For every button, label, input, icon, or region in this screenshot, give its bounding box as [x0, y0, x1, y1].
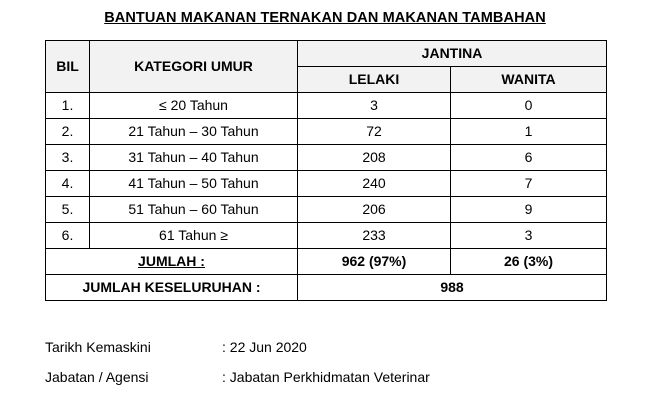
row-kategori-umur: 21 Tahun – 30 Tahun	[90, 119, 298, 145]
header-bil: BIL	[46, 41, 90, 93]
row-wanita: 9	[451, 197, 607, 223]
keseluruhan-row	[46, 275, 607, 301]
page-title: BANTUAN MAKANAN TERNAKAN DAN MAKANAN TAMBAHAN	[104, 10, 546, 26]
keseluruhan-label: JUMLAH KESELURUHAN :	[46, 275, 298, 301]
table-row	[46, 119, 607, 145]
table-row	[46, 145, 607, 171]
row-kategori-umur: 61 Tahun ≥	[90, 223, 298, 249]
jumlah-label: JUMLAH :	[46, 249, 298, 275]
keseluruhan-value: 988	[298, 275, 607, 301]
jumlah-lelaki: 962 (97%)	[298, 249, 451, 275]
jumlah-wanita: 26 (3%)	[451, 249, 607, 275]
row-bil: 2.	[46, 119, 90, 145]
row-wanita: 3	[451, 223, 607, 249]
row-kategori-umur: 31 Tahun – 40 Tahun	[90, 145, 298, 171]
row-wanita: 0	[451, 93, 607, 119]
jabatan-value: : Jabatan Perkhidmatan Veterinar	[222, 369, 430, 385]
header-kategori-umur: KATEGORI UMUR	[90, 41, 298, 93]
header-lelaki: LELAKI	[298, 67, 451, 93]
row-kategori-umur: 41 Tahun – 50 Tahun	[90, 171, 298, 197]
row-kategori-umur: 51 Tahun – 60 Tahun	[90, 197, 298, 223]
row-lelaki: 206	[298, 197, 451, 223]
row-lelaki: 3	[298, 93, 451, 119]
row-bil: 1.	[46, 93, 90, 119]
row-bil: 4.	[46, 171, 90, 197]
table-row	[46, 171, 607, 197]
row-lelaki: 208	[298, 145, 451, 171]
row-lelaki: 72	[298, 119, 451, 145]
header-wanita: WANITA	[451, 67, 607, 93]
tarikh-value: : 22 Jun 2020	[222, 339, 307, 355]
table-row	[46, 223, 607, 249]
row-wanita: 6	[451, 145, 607, 171]
data-table	[45, 40, 607, 301]
jabatan-label: Jabatan / Agensi	[45, 369, 149, 385]
row-bil: 6.	[46, 223, 90, 249]
row-wanita: 1	[451, 119, 607, 145]
table-row	[46, 197, 607, 223]
row-bil: 3.	[46, 145, 90, 171]
row-lelaki: 240	[298, 171, 451, 197]
row-lelaki: 233	[298, 223, 451, 249]
row-kategori-umur: ≤ 20 Tahun	[90, 93, 298, 119]
tarikh-label: Tarikh Kemaskini	[45, 339, 151, 355]
row-bil: 5.	[46, 197, 90, 223]
table-row	[46, 93, 607, 119]
jumlah-row	[46, 249, 607, 275]
header-jantina: JANTINA	[298, 41, 607, 67]
row-wanita: 7	[451, 171, 607, 197]
